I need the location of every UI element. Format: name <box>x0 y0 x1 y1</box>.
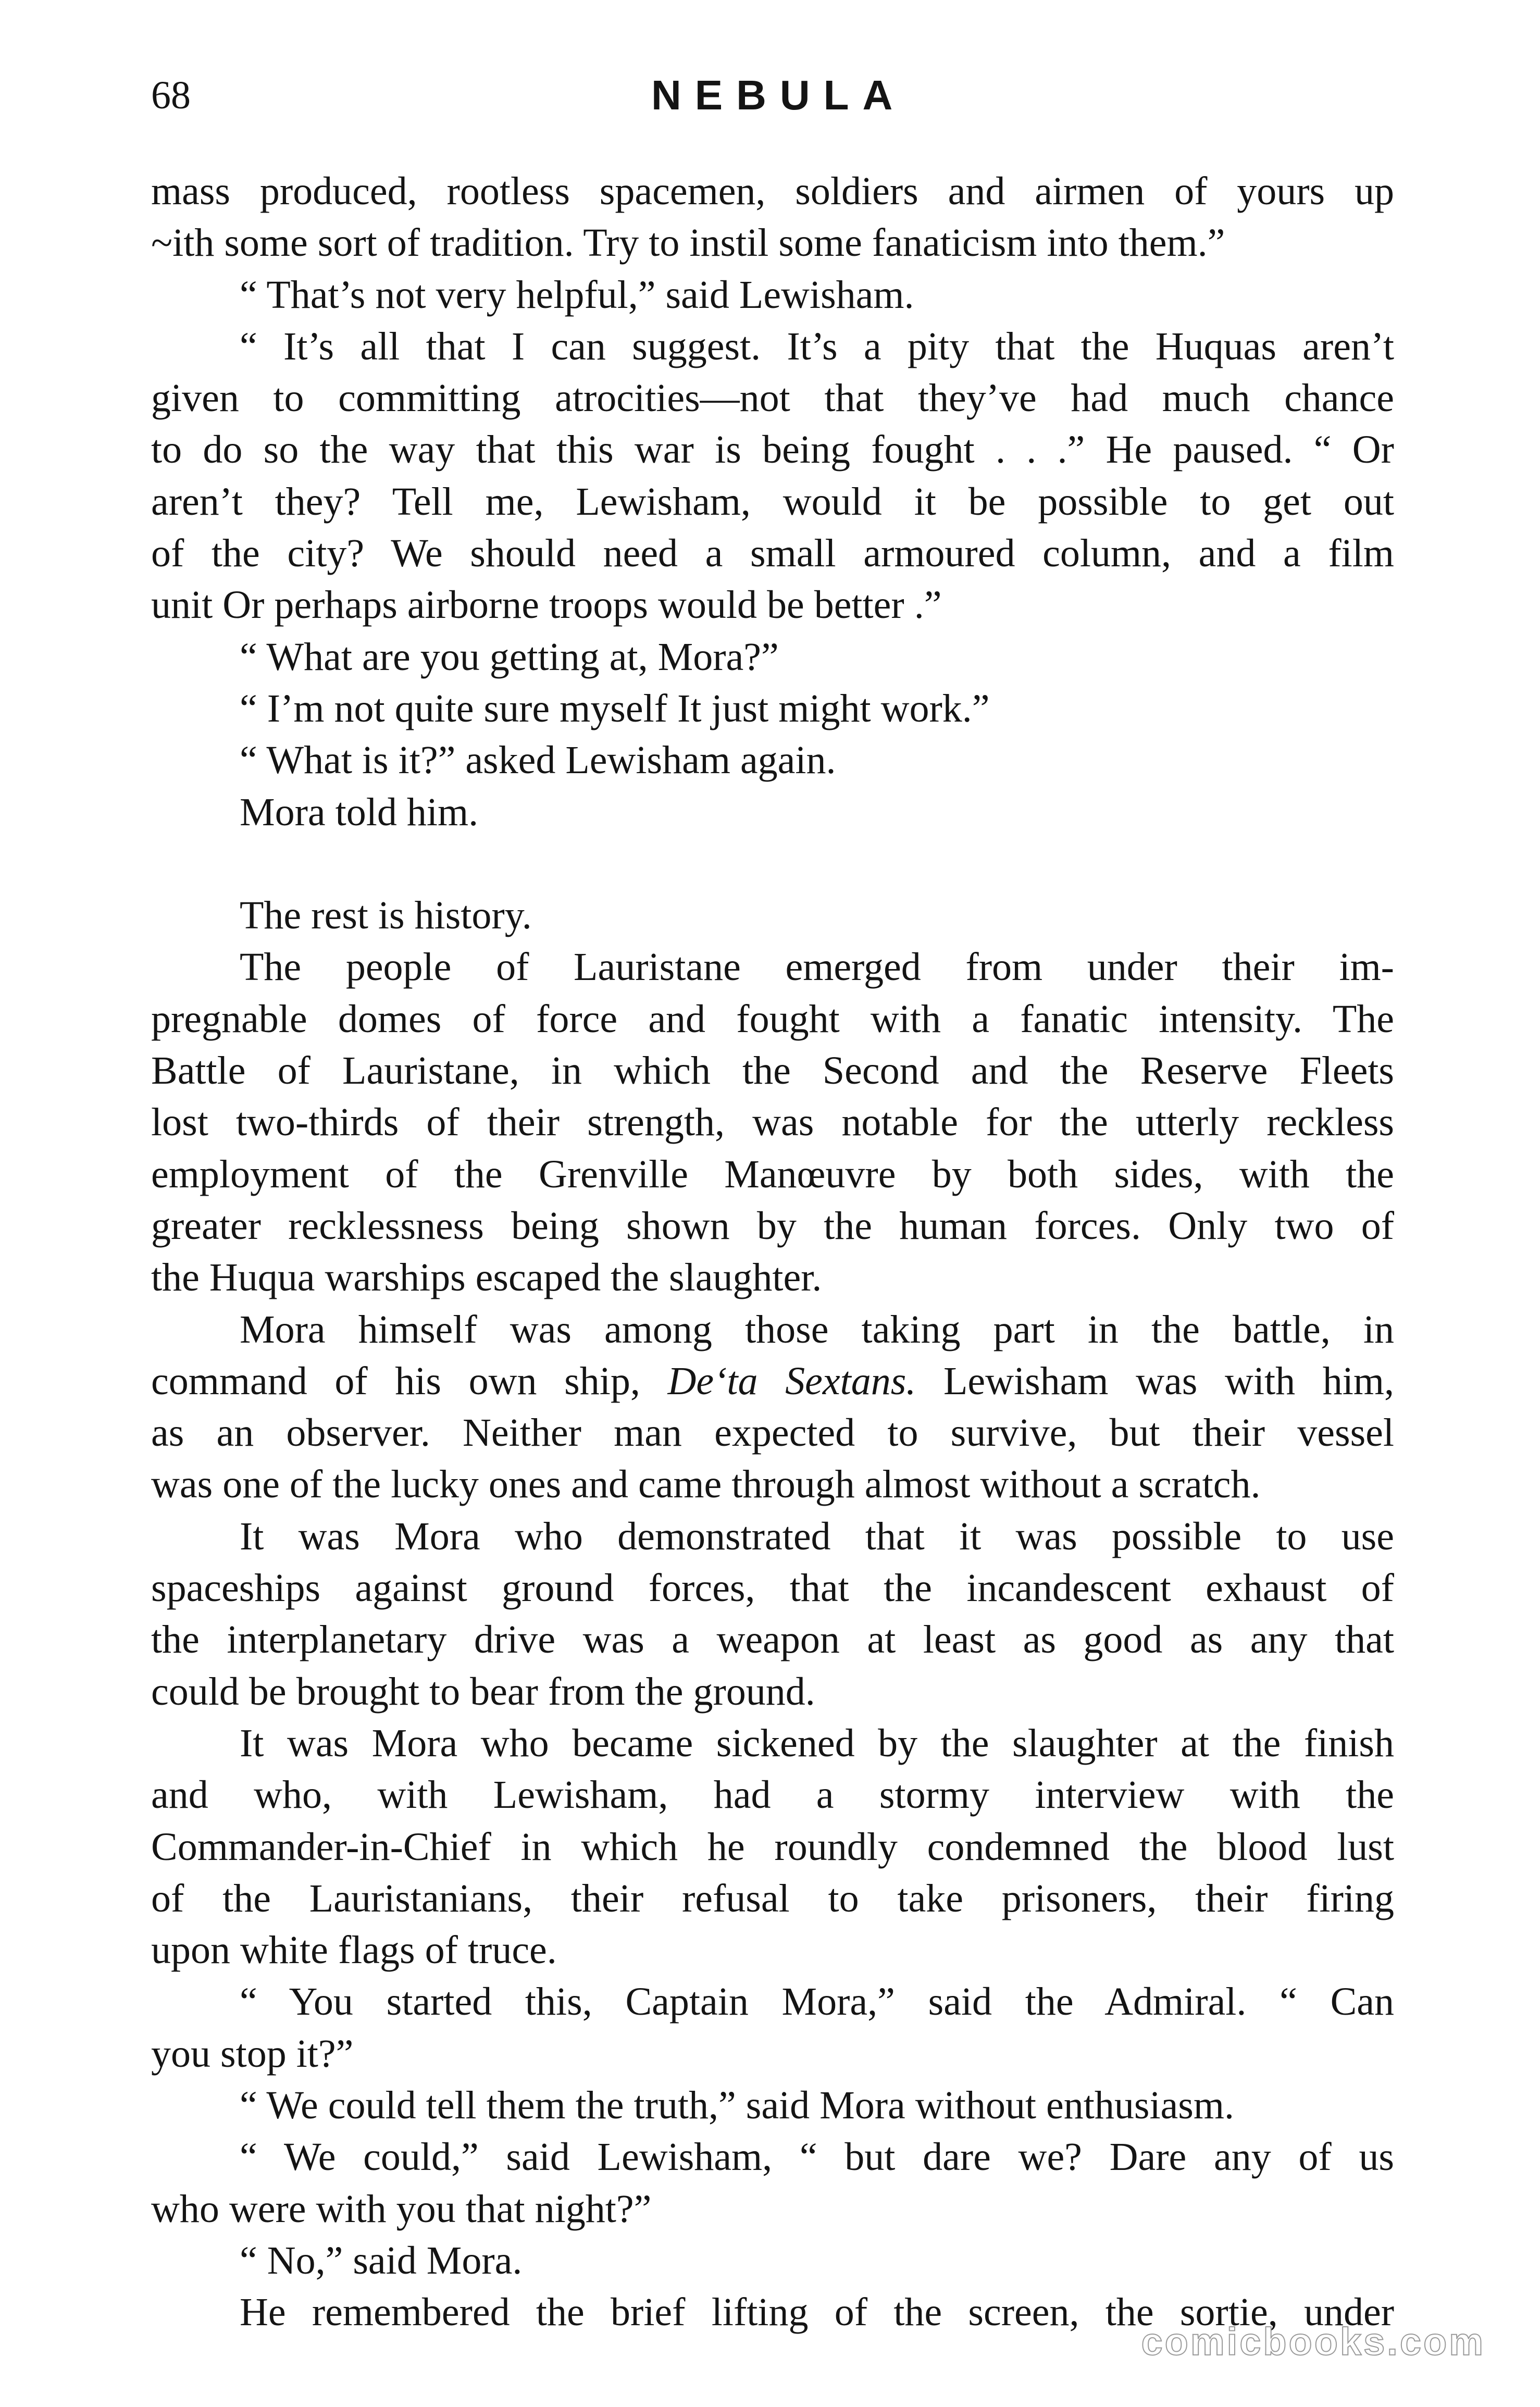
line-text: Commander-in-Chief in which he roundly condemned the blood lust <box>151 1825 1394 1869</box>
text-line <box>151 217 1394 269</box>
line-text: to do so the way that this war is being fought . . .” He paused. “ Or <box>151 428 1394 472</box>
line-text: “ No,” said Mora. <box>240 2238 523 2282</box>
text-line <box>151 994 1394 1045</box>
text-line <box>151 941 1394 993</box>
line-text: The rest is history. <box>240 894 532 938</box>
line-text: command of his own ship, <box>151 1359 668 1403</box>
text-line <box>151 2131 1394 2183</box>
line-text: Battle of Lauristane, in which the Second and the Reserve Fleets <box>151 1049 1394 1093</box>
text-line <box>151 1511 1394 1562</box>
text-line <box>151 579 1394 631</box>
line-text: unit Or perhaps airborne troops would be better .” <box>151 583 942 627</box>
line-text: “ You started this, Captain Mora,” said the Admiral. “ Can <box>240 1980 1394 2024</box>
text-line <box>151 2028 1394 2080</box>
line-text: as an observer. Neither man expected to survive, but their vessel <box>151 1411 1394 1455</box>
text-line <box>151 1200 1394 1252</box>
line-text: the interplanetary drive was a weapon at least as good as any that <box>151 1618 1394 1662</box>
line-text: spaceships against ground forces, that the incandescent exhaust of <box>151 1566 1394 1610</box>
line-text: greater recklessness being shown by the human forces. Only two of <box>151 1204 1394 1248</box>
line-text: “ We could,” said Lewisham, “ but dare we? Dare any of us <box>240 2135 1394 2179</box>
text-line <box>151 476 1394 528</box>
text-line <box>151 2235 1394 2287</box>
text-line <box>151 1976 1394 2028</box>
line-text: Mora told him. <box>240 790 479 834</box>
line-text: given to committing atrocities—not that they’ve had much chance <box>151 376 1394 420</box>
line-text: who were with you that night?” <box>151 2187 652 2231</box>
line-text: of the city? We should need a small armoured column, and a film <box>151 531 1394 576</box>
text-line <box>151 1925 1394 1976</box>
line-text: ~ith some sort of tradition. Try to instil some fanaticism into them.” <box>151 221 1225 265</box>
text-line <box>151 683 1394 735</box>
line-text: pregnable domes of force and fought with a fanatic intensity. The <box>151 997 1394 1041</box>
text-line <box>151 1873 1394 1925</box>
text-line <box>151 2080 1394 2131</box>
line-text: was one of the lucky ones and came through almost without a scratch. <box>151 1462 1261 1507</box>
line-text: mass produced, rootless spacemen, soldiers and airmen of yours up <box>151 169 1394 213</box>
text-line <box>151 1304 1394 1356</box>
text-line <box>151 1407 1394 1459</box>
line-text: upon white flags of truce. <box>151 1928 557 1972</box>
line-text: Mora himself was among those taking part in the battle, in <box>240 1307 1394 1351</box>
text-line <box>151 1045 1394 1097</box>
body-text <box>151 166 1394 2338</box>
line-text: “ I’m not quite sure myself It just might work.” <box>240 686 990 730</box>
line-text: of the Lauristanians, their refusal to take prisoners, their firing <box>151 1876 1394 1920</box>
text-line <box>151 1666 1394 1718</box>
line-text: and who, with Lewisham, had a stormy interview with the <box>151 1773 1394 1817</box>
text-line <box>151 424 1394 476</box>
line-text: aren’t they? Tell me, Lewisham, would it be possible to get out <box>151 479 1394 524</box>
text-line <box>151 1718 1394 1769</box>
line-text: “ That’s not very helpful,” said Lewisham. <box>240 272 914 317</box>
line-text: you stop it?” <box>151 2031 354 2076</box>
line-text: could be brought to bear from the ground. <box>151 1669 815 1714</box>
text-line <box>151 373 1394 424</box>
text-line <box>151 735 1394 786</box>
line-text: “ We could tell them the truth,” said Mora without enthusiasm. <box>240 2083 1234 2127</box>
text-line <box>151 1562 1394 1614</box>
text-line <box>151 1769 1394 1821</box>
text-line <box>151 528 1394 579</box>
text-line <box>151 787 1394 838</box>
ship-name: De‘ta Sextans. <box>667 1359 916 1403</box>
text-line <box>151 1252 1394 1304</box>
line-text: “ It’s all that I can suggest. It’s a pity that the Huquas aren’t <box>240 324 1394 368</box>
text-line <box>151 166 1394 217</box>
page-header <box>151 67 1381 124</box>
line-text: lost two-thirds of their strength, was notable for the utterly reckless <box>151 1100 1394 1145</box>
line-text: He remembered the brief lifting of the screen, the sortie, under <box>240 2290 1394 2335</box>
line-text: employment of the Grenville Manœuvre by both sides, with the <box>151 1152 1394 1196</box>
text-line <box>151 1097 1394 1148</box>
line-text: It was Mora who became sickened by the slaughter at the finish <box>240 1721 1394 1765</box>
text-line <box>151 1356 1394 1407</box>
line-text: the Huqua warships escaped the slaughter. <box>151 1256 822 1300</box>
line-text-continued: Lewisham was with him, <box>916 1359 1394 1403</box>
line-text: It was Mora who demonstrated that it was possible to use <box>240 1514 1394 1558</box>
text-line <box>151 1149 1394 1200</box>
text-line <box>151 321 1394 373</box>
text-line <box>151 631 1394 683</box>
running-head: NEBULA <box>651 72 906 118</box>
line-text: “ What is it?” asked Lewisham again. <box>240 738 836 783</box>
text-line <box>151 269 1394 321</box>
text-line <box>151 890 1394 941</box>
blank-line <box>151 838 1394 890</box>
watermark: comicbooks.com <box>1141 2320 1485 2363</box>
text-line <box>151 1459 1394 1510</box>
page-number: 68 <box>151 73 191 117</box>
line-text: The people of Lauristane emerged from under their im- <box>240 945 1394 989</box>
text-line <box>151 1614 1394 1666</box>
line-text: “ What are you getting at, Mora?” <box>240 635 779 679</box>
text-line <box>151 1821 1394 1873</box>
text-line <box>151 2183 1394 2235</box>
